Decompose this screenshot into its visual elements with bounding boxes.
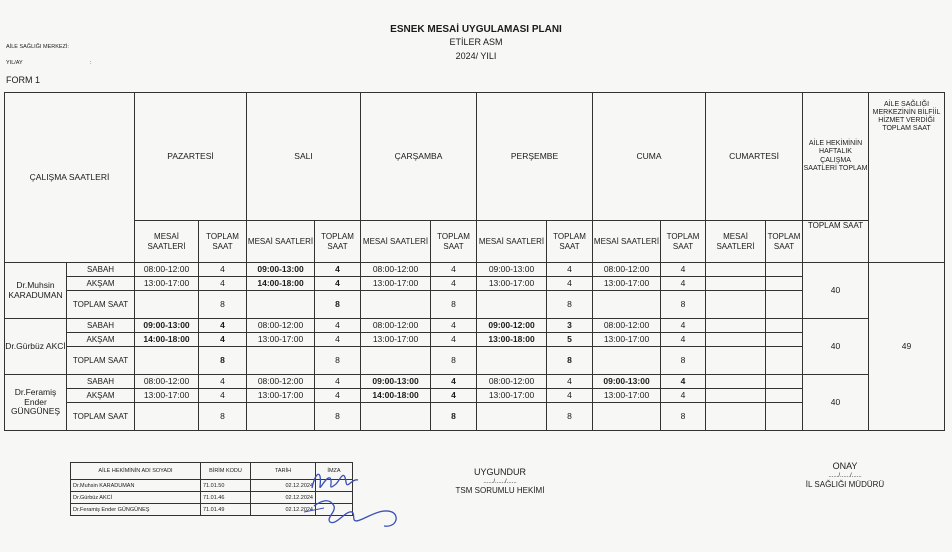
mesai-cell: 13:00-17:00 [247,389,315,403]
uygundur-date: ....../....../...... [483,478,517,485]
col-mesai-header: MESAİ SAATLERİ [477,221,547,263]
mesai-cell: 14:00-18:00 [361,389,431,403]
mesai-cell: 14:00-18:00 [135,333,199,347]
toplam-cell: 4 [661,277,706,291]
toplam-cell: 4 [661,375,706,389]
doctor-name: Dr.Gürbüz AKCİ [5,319,67,375]
day-header: PERŞEMBE [477,93,593,221]
service-total: 49 [869,263,945,431]
mesai-cell: 13:00-17:00 [135,389,199,403]
mesai-cell: 08:00-12:00 [593,319,661,333]
col-toplam-header: TOPLAM SAAT [431,221,477,263]
document-title: ESNEK MESAİ UYGULAMASI PLANI [390,24,562,35]
col-mesai-header: MESAİ SAATLERİ [361,221,431,263]
mesai-cell [477,291,547,319]
day-total: 8 [661,291,706,319]
mesai-cell: 09:00-12:00 [477,319,547,333]
mesai-cell [247,291,315,319]
mesai-cell [593,291,661,319]
shift-label-aksam: AKŞAM [67,389,135,403]
mesai-cell [361,347,431,375]
mesai-cell [247,347,315,375]
mesai-cell: 08:00-12:00 [247,375,315,389]
mesai-cell: 13:00-17:00 [361,333,431,347]
toplam-cell [766,319,803,333]
sign-header-name: AİLE HEKİMİNİN ADI SOYADI [71,463,201,480]
mesai-cell: 13:00-17:00 [477,389,547,403]
col-toplam-header: TOPLAM SAAT [661,221,706,263]
doctor-name: Dr.Muhsin KARADUMAN [5,263,67,319]
onay-date: ....../....../...... [828,472,862,479]
mesai-cell: 14:00-18:00 [247,277,315,291]
handwritten-signature [300,462,410,532]
mesai-cell [247,403,315,431]
toplam-cell: 4 [547,389,593,403]
mesai-cell: 08:00-12:00 [135,263,199,277]
day-total [766,403,803,431]
onay-role: İL SAĞLIĞI MÜDÜRÜ [805,480,885,490]
mesai-cell: 09:00-13:00 [135,319,199,333]
sign-header-date: TARİH [251,463,316,480]
mesai-cell: 08:00-12:00 [361,319,431,333]
day-total: 8 [315,347,361,375]
sign-header-code: BİRİM KODU [201,463,251,480]
toplam-cell: 4 [661,263,706,277]
day-total [766,291,803,319]
mesai-cell: 08:00-12:00 [593,263,661,277]
mesai-cell [706,319,766,333]
shift-label-sabah: SABAH [67,263,135,277]
mesai-cell [135,291,199,319]
mesai-cell: 08:00-12:00 [135,375,199,389]
uygundur-title: UYGUNDUR [473,467,526,477]
sign-doctor-name: Dr.Muhsin KARADUMAN [71,480,201,492]
toplam-cell: 3 [547,319,593,333]
sign-date: 02.12.2024 [251,504,316,516]
onay-title: ONAY [832,461,858,471]
toplam-cell: 4 [199,375,247,389]
day-header: ÇARŞAMBA [361,93,477,221]
mesai-cell: 08:00-12:00 [477,375,547,389]
toplam-cell: 4 [661,389,706,403]
mesai-cell: 09:00-13:00 [361,375,431,389]
col-mesai-header: MESAİ SAATLERİ [706,221,766,263]
sign-unit-code: 71.01.46 [201,492,251,504]
day-header: CUMARTESİ [706,93,803,221]
day-total: 8 [547,403,593,431]
mesai-cell [706,333,766,347]
toplam-cell: 4 [431,319,477,333]
mesai-cell [706,389,766,403]
mesai-cell [706,277,766,291]
mesai-cell: 13:00-17:00 [593,389,661,403]
sign-date: 02.12.2024 [251,492,316,504]
shift-label-toplam: TOPLAM SAAT [67,403,135,431]
asm-label: AİLE SAĞLIĞI MERKEZİ: [6,44,69,50]
service-total-header: AİLE SAĞLIĞI MERKEZİNİN BİLFİİL HİZMET VERDİĞİ TOPLAM SAAT [869,93,945,263]
toplam-cell: 5 [547,333,593,347]
day-header: PAZARTESİ [135,93,247,221]
mesai-cell [706,375,766,389]
mesai-cell: 13:00-17:00 [135,277,199,291]
toplam-cell: 4 [431,389,477,403]
toplam-cell [766,389,803,403]
uygundur-block [440,467,560,497]
day-total: 8 [315,403,361,431]
mesai-cell [593,347,661,375]
toplam-cell: 4 [661,333,706,347]
toplam-cell: 4 [199,277,247,291]
col-mesai-header: MESAİ SAATLERİ [593,221,661,263]
day-total: 8 [547,347,593,375]
day-total: 8 [661,403,706,431]
weekly-total-header: AİLE HEKİMİNİN HAFTALIK ÇALIŞMA SAATLERİ TOPLAM [803,93,869,221]
doctor-name: Dr.Feramiş Ender GÜNGÜNEŞ [5,375,67,431]
toplam-cell: 4 [431,333,477,347]
weekly-total: 40 [803,375,869,431]
shift-label-sabah: SABAH [67,319,135,333]
toplam-cell: 4 [199,263,247,277]
mesai-cell [477,347,547,375]
sign-header-signature: İMZA [316,463,353,480]
shift-label-toplam: TOPLAM SAAT [67,347,135,375]
col-toplam-header: TOPLAM SAAT [547,221,593,263]
toplam-cell: 4 [315,277,361,291]
year-label: 2024/ YILI [455,51,497,61]
day-total: 8 [431,347,477,375]
mesai-cell: 13:00-17:00 [247,333,315,347]
shift-label-aksam: AKŞAM [67,277,135,291]
day-total: 8 [315,291,361,319]
mesai-cell: 09:00-13:00 [477,263,547,277]
day-total: 8 [199,347,247,375]
mesai-cell [477,403,547,431]
col-toplam-header: TOPLAM SAAT [766,221,803,263]
day-total: 8 [547,291,593,319]
day-total: 8 [199,291,247,319]
mesai-cell: 13:00-17:00 [361,277,431,291]
toplam-cell: 4 [431,375,477,389]
uygundur-role: TSM SORUMLU HEKİMİ [455,486,545,496]
mesai-cell [706,403,766,431]
mesai-cell [706,347,766,375]
toplam-cell: 4 [199,319,247,333]
center-name: ETİLER ASM [449,37,503,47]
toplam-cell [766,277,803,291]
mesai-cell [135,403,199,431]
mesai-cell: 13:00-17:00 [593,277,661,291]
col-toplam-header: TOPLAM SAAT [315,221,361,263]
day-total [766,347,803,375]
sign-unit-code: 71.01.50 [201,480,251,492]
form-label: FORM 1 [6,75,41,85]
sign-doctor-name: Dr.Gürbüz AKCİ [71,492,201,504]
toplam-cell: 4 [661,319,706,333]
period-colon: : [90,60,92,66]
toplam-cell: 4 [315,333,361,347]
mesai-cell: 08:00-12:00 [247,319,315,333]
toplam-cell: 4 [315,263,361,277]
day-header: CUMA [593,93,706,221]
day-total: 8 [661,347,706,375]
weekly-total: 40 [803,319,869,375]
sign-doctor-name: Dr.Feramiş Ender GÜNGÜNEŞ [71,504,201,516]
mesai-cell [706,291,766,319]
shift-label-sabah: SABAH [67,375,135,389]
toplam-cell: 4 [431,277,477,291]
mesai-cell: 09:00-13:00 [247,263,315,277]
mesai-cell: 09:00-13:00 [593,375,661,389]
sign-date: 02.12.2024 [251,480,316,492]
toplam-cell: 4 [547,277,593,291]
shift-label-toplam: TOPLAM SAAT [67,291,135,319]
mesai-cell: 13:00-17:00 [477,277,547,291]
day-header: SALI [247,93,361,221]
day-total: 8 [431,403,477,431]
day-total: 8 [431,291,477,319]
toplam-cell: 4 [547,375,593,389]
period-label: YIL/AY [6,60,23,66]
mesai-cell: 08:00-12:00 [361,263,431,277]
schedule-table [4,92,945,431]
corner-header: ÇALIŞMA SAATLERİ [5,93,135,263]
day-total: 8 [199,403,247,431]
shift-label-aksam: AKŞAM [67,333,135,347]
weekly-sub-header: TOPLAM SAAT [803,221,869,263]
toplam-cell [766,263,803,277]
toplam-cell: 4 [199,389,247,403]
mesai-cell [593,403,661,431]
onay-block [790,461,900,491]
weekly-total: 40 [803,263,869,319]
mesai-cell: 13:00-18:00 [477,333,547,347]
toplam-cell [766,333,803,347]
toplam-cell: 4 [315,375,361,389]
col-mesai-header: MESAİ SAATLERİ [247,221,315,263]
toplam-cell: 4 [431,263,477,277]
mesai-cell [135,347,199,375]
sign-unit-code: 71.01.49 [201,504,251,516]
col-mesai-header: MESAİ SAATLERİ [135,221,199,263]
mesai-cell [361,291,431,319]
mesai-cell: 13:00-17:00 [593,333,661,347]
toplam-cell: 4 [199,333,247,347]
mesai-cell [706,263,766,277]
toplam-cell: 4 [315,319,361,333]
toplam-cell: 4 [315,389,361,403]
toplam-cell: 4 [547,263,593,277]
mesai-cell [361,403,431,431]
col-toplam-header: TOPLAM SAAT [199,221,247,263]
toplam-cell [766,375,803,389]
